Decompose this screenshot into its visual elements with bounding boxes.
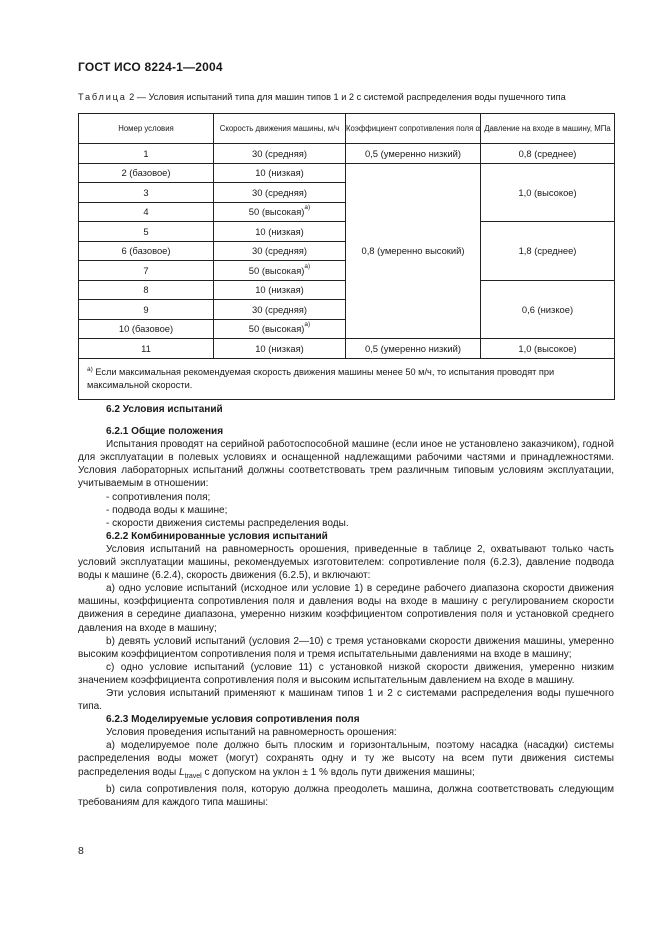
field-coefficient: 0,8 (умеренно высокий)	[346, 163, 481, 339]
machine-speed	[214, 261, 346, 281]
paragraph-text: a) моделируемое поле должно быть плоским и горизонтальным, поэтому насадка (насадки) системы распределения воды может (могут) сохранять одну и ту же высоту на всем пути движения системы распределения воды	[78, 740, 614, 778]
section-heading: 6.2 Условия испытаний	[106, 404, 223, 415]
condition-number: 9	[79, 300, 214, 320]
footnote-marker: a)	[304, 262, 311, 270]
symbol-subscript: travel	[184, 772, 202, 780]
footnote-marker: a)	[304, 321, 311, 329]
table-row	[79, 163, 615, 183]
document-header: ГОСТ ИСО 8224-1—2004	[78, 60, 223, 74]
condition-number: 11	[79, 339, 214, 359]
footnote-marker: a)	[304, 204, 311, 212]
speed-text: 50 (высокая)	[248, 264, 305, 276]
test-conditions-table	[78, 113, 615, 400]
paragraph: Эти условия испытаний применяют к машинам типов 1 и 2 с системами распределения воды пушечного типа.	[78, 687, 614, 713]
table-caption	[78, 92, 618, 102]
condition-number: 3	[79, 183, 214, 203]
machine-speed: 30 (средняя)	[214, 300, 346, 320]
condition-number: 7	[79, 261, 214, 281]
condition-number: 4	[79, 202, 214, 222]
paragraph: c) одно условие испытаний (условие 11) с установкой низкой скорости движения, умеренно низким значением коэффициента сопротивления поля и высоким испытательным давлением на входе в машину.	[78, 661, 614, 686]
speed-text: 50 (высокая)	[248, 323, 305, 335]
machine-speed: 10 (низкая)	[214, 163, 346, 183]
machine-speed: 10 (низкая)	[214, 339, 346, 359]
symbol-l: L	[179, 766, 185, 778]
column-header: Номер условия	[79, 114, 214, 144]
condition-number: 1	[79, 144, 214, 164]
paragraph: b) сила сопротивления поля, которую должна преодолеть машина, должна соответствовать следующим требованиям для каждого типа машины:	[78, 783, 614, 808]
inlet-pressure: 0,6 (низкое)	[481, 280, 615, 339]
table-row	[79, 144, 615, 164]
document-body	[78, 403, 614, 809]
column-header: Коэффициент сопротивления поля α	[346, 114, 481, 144]
paragraph: Испытания проводят на серийной работоспособной машине (если иное не установлено заказчиком), годной для эксплуатации в полевых условиях и оснащенной надлежащими рабочими частями и принадлежностями. Условия лабораторных испытаний должны соответствовать трем различным типовым условиям эксплуатации, учитываемым в отношении:	[78, 439, 614, 490]
condition-number: 2 (базовое)	[79, 163, 214, 183]
machine-speed: 10 (низкая)	[214, 222, 346, 242]
table-row	[79, 339, 615, 359]
condition-number: 5	[79, 222, 214, 242]
paragraph: b) девять условий испытаний (условия 2—10) с тремя установками скорости движения машины, умеренно высоким коэффициентом сопротивления поля и тремя испытательными давлениями на входе в машину;	[78, 635, 614, 660]
list-item: - сопротивления поля;	[106, 491, 211, 503]
subsection-heading: 6.2.1 Общие положения	[106, 426, 224, 438]
machine-speed	[214, 202, 346, 222]
condition-number: 6 (базовое)	[79, 241, 214, 261]
field-coefficient: 0,5 (умеренно низкий)	[346, 339, 481, 359]
inlet-pressure: 1,0 (высокое)	[481, 163, 615, 222]
table-caption-label: Таблица	[78, 92, 127, 102]
footnote-text: Если максимальная рекомендуемая скорость движения машины менее 50 м/ч, то испытания проводят при максимальной скорости.	[87, 367, 555, 390]
condition-number: 10 (базовое)	[79, 319, 214, 339]
inlet-pressure: 1,8 (среднее)	[481, 222, 615, 281]
list-item: - подвода воды к машине;	[106, 504, 228, 516]
paragraph: Условия испытаний на равномерность орошения, приведенные в таблице 2, охватывают только часть условий эксплуатации машины, рекомендуемых изготовителем: сопротивление поля (6.2.3), давление подвода воды к машине (6.2.4), скорость движения (6.2.5), и включают:	[78, 543, 614, 582]
footnote-marker: a)	[87, 366, 93, 373]
paragraph	[78, 739, 614, 782]
paragraph: Условия проведения испытаний на равномерность орошения:	[106, 727, 397, 739]
machine-speed: 30 (средняя)	[214, 144, 346, 164]
paragraph-text: с допуском на уклон ± 1 % вдоль пути движения машины;	[201, 766, 475, 778]
machine-speed: 10 (низкая)	[214, 280, 346, 300]
condition-number: 8	[79, 280, 214, 300]
field-coefficient: 0,5 (умеренно низкий)	[346, 144, 481, 164]
machine-speed: 30 (средняя)	[214, 183, 346, 203]
table-footnote	[79, 358, 615, 399]
machine-speed: 30 (средняя)	[214, 241, 346, 261]
table-caption-text: 2 — Условия испытаний типа для машин типов 1 и 2 с системой распределения воды пушечного типа	[126, 92, 566, 102]
paragraph: a) одно условие испытаний (исходное или условие 1) в середине рабочего диапазона скорости движения машины, коэффициента сопротивления поля и давления воды на входе в машину с регулированием скорости движения в середине диапазона, умеренно низким коэффициентом сопротивления поля и установкой среднего давления на входе в машину;	[78, 583, 614, 634]
list-item: - скорости движения системы распределения воды.	[106, 517, 349, 529]
column-header: Давление на входе в машину, МПа	[481, 114, 615, 144]
speed-text: 50 (высокая)	[248, 206, 305, 218]
table-footnote-row	[79, 358, 615, 399]
page-number: 8	[78, 845, 84, 857]
subsection-heading: 6.2.3 Моделируемые условия сопротивления поля	[106, 714, 360, 726]
inlet-pressure: 0,8 (среднее)	[481, 144, 615, 164]
column-header: Скорость движения машины, м/ч	[214, 114, 346, 144]
inlet-pressure: 1,0 (высокое)	[481, 339, 615, 359]
table-header-row	[79, 114, 615, 144]
machine-speed	[214, 319, 346, 339]
subsection-heading: 6.2.2 Комбинированные условия испытаний	[106, 530, 328, 542]
